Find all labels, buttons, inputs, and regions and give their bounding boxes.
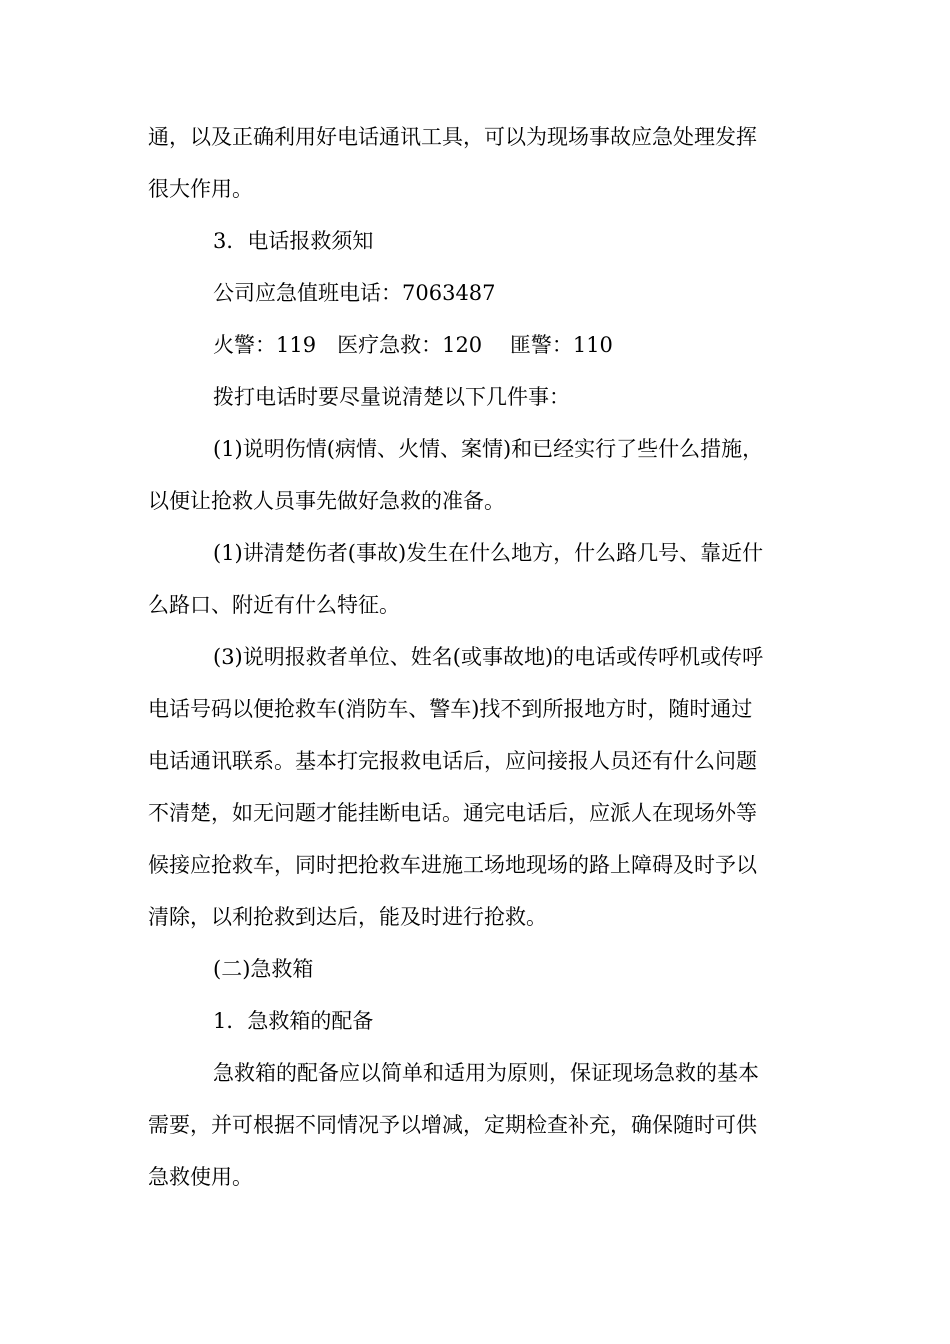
paragraph-line: 拨打电话时要尽量说清楚以下几件事： (213, 385, 570, 409)
section-heading: (二)急救箱 (213, 957, 314, 981)
phone-line: 公司应急值班电话：7063487 (213, 281, 496, 305)
paragraph-line: 电话号码以便抢救车(消防车、警车)找不到所报地方时，随时通过 (148, 697, 753, 721)
list-item-line: (1)讲清楚伤者(事故)发生在什么地方，什么路几号、靠近什 (213, 541, 764, 565)
subsection-heading: 1．急救箱的配备 (213, 1009, 374, 1033)
paragraph-line: 急救使用。 (148, 1165, 253, 1189)
paragraph-line: 以便让抢救人员事先做好急救的准备。 (148, 489, 505, 513)
paragraph-line: 很大作用。 (148, 177, 253, 201)
paragraph-line: 电话通讯联系。基本打完报救电话后，应问接报人员还有什么问题 (148, 749, 757, 773)
paragraph-line: 不清楚，如无问题才能挂断电话。通完电话后，应派人在现场外等 (148, 801, 757, 825)
paragraph-line: 急救箱的配备应以简单和适用为原则，保证现场急救的基本 (213, 1061, 759, 1085)
paragraph-line: 需要，并可根据不同情况予以增减，定期检查补充，确保随时可供 (148, 1113, 757, 1137)
section-heading: 3．电话报救须知 (213, 229, 374, 253)
paragraph-line: 清除，以利抢救到达后，能及时进行抢救。 (148, 905, 547, 929)
paragraph-line: 候接应抢救车，同时把抢救车进施工场地现场的路上障碍及时予以 (148, 853, 757, 877)
paragraph-line: 通，以及正确利用好电话通讯工具，可以为现场事故应急处理发挥 (148, 125, 757, 149)
paragraph-line: 么路口、附近有什么特征。 (148, 593, 400, 617)
list-item-line: (1)说明伤情(病情、火情、案情)和已经实行了些什么措施， (213, 437, 764, 461)
list-item-line: (3)说明报救者单位、姓名(或事故地)的电话或传呼机或传呼 (213, 645, 764, 669)
emergency-numbers-line: 火警：119 医疗急救：120 匪警：110 (213, 333, 613, 357)
